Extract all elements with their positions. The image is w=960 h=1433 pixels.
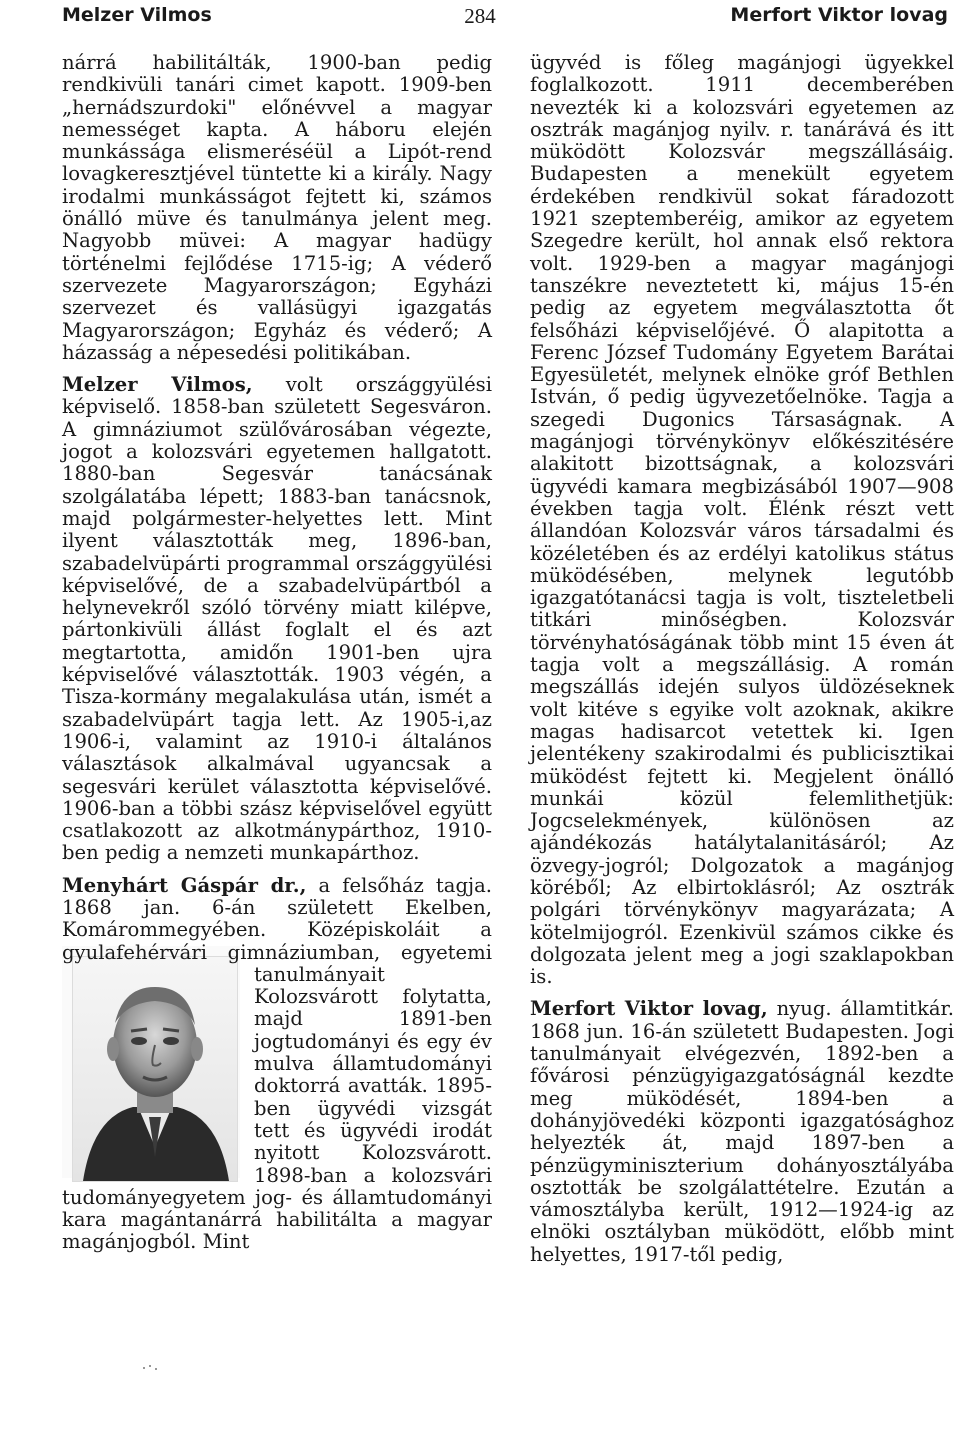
entry-text: volt országgyülési képviselő. 1858-ban született Segesváron. A gimnáziumot szülővárosában végezte, jogot a kolozsvári egyetemen hallgatott. 1880-ban Segesvár tanácsának szolgálatába lépett; 1883-ban tanácsnok, majd polgármester-helyettes lett. Mint ilyent választották meg, 1896-ban, szabadelvüpárti programmal országgyülési képviselővé, de a szabadelvüpártból a helynevekről szóló törvény miatt kilépve, pártonkivüli állást foglalt el és azt megtartotta, amidőn 1901-ben ujra képviselővé választották. 1903 végén, a Tisza-kormány megalakulása után, ismét a szabadelvüpárt tagja lett. Az 1905-i,az 1906-i, valamint az 1910-i általános választások alkalmával ugyancsak a segesvári kerület választotta képviselővé. 1906-ban a többi szász képviselővel együtt csatlakozott az alkotmánypárthoz, 1910-ben pedig a nemzeti munkapárthoz. xyxy=(62,373,492,865)
entry-text-a: a felsőház tagja. 1868 jan. 6-án született Ekelben, Komárommegyében. Középiskoláit a gyulafehérvári xyxy=(62,873,492,964)
entry-merfort xyxy=(530,998,954,1266)
entry-name: Melzer Vilmos, xyxy=(62,373,253,397)
paragraph-continuation: nárrá habilitálták, 1900-ban pedig rendkivüli tanári cimet kapott. 1909-ben „hernádszurdoki" előnévvel a magyar nemességet kapta. A háboru elején munkássága elismeréséül a Lipót-rend lovagkeresztjével tüntette ki a király. Nagy irodalmi munkásságot fejtett ki, számos önálló müve és tanulmánya jelent meg. Nagyobb müvei: A magyar hadügy történelmi fejlődése 1715-ig; A véderő szervezete Magyarországon; Egyházi szervezet és vallásügyi igazgatás Magyarországon; Egyház és véderő; A házasság a népesedési politikában. xyxy=(62,51,492,364)
page-number: 284 xyxy=(464,4,496,28)
paragraph-continuation-right: ügyvéd is főleg magánjogi ügyekkel foglalkozott. 1911 decemberében nevezték ki a kolozsvári egyetemen az osztrák magánjog nyilv. r. tanárává és itt müködött Kolozsvár megszállásáig. Budapesten a menekült egyetem érdekében rendkivül sokat fáradozott 1921 szeptemberéig, amikor az egyetem Szegedre került, hol annak első rektora volt. 1929-ben a magyar magánjogi tanszékre neveztetett ki, május 15-én pedig az egyetem megválasztotta őt felsőházi képviselőjévé. Ő alapitotta a Ferenc József Tudomány Egyetem Barátai Egyesületét, melynek elnöke gróf Bethlen István, ő pedig ügyvezetőelnöke. Tagja a szegedi Dugonics Társaságnak. A magánjogi törvénykönyv előkészitésére alakitott bizottságnak, a kolozsvári ügyvédi kamara megbizásából 1907—908 években tagja volt. Élénk részt vett állandóan Kolozsvár város társadalmi és közéletében és az erdélyi katolikus státus müködésében, melynek legutóbb igazgatótanácsi tagja is volt, tiszteletbeli titkári minőségben. Kolozsvár törvényhatóságának több mint 15 éven át tagja volt a megszállásig. A román megszállás idején sulyos üldözéseknek volt kitéve s egyike volt azoknak, akikre magas hadisarcot vetettek ki. Igen jelentékeny szakirodalmi és publicisztikai müködést fejtett ki. Megjelent önálló munkái közül felemlithetjük: Jogcselekmények, különösen az ajándékozás hatálytalanitásáról; Az özvegy-jogról; Dolgozatok a magánjog köréből; Az elbirtoklásról; Az osztrák polgári törvénykönyv magyarázata; A kötelmijogról. Ezenkivül számos cikke és dolgozata jelent meg a jogi szaklapokban is. xyxy=(530,51,954,989)
running-head-right: Merfort Viktor lovag xyxy=(730,4,948,26)
entry-name: Menyhárt Gáspár dr., xyxy=(62,873,307,897)
running-head-left: Melzer Vilmos xyxy=(62,4,212,26)
page-header xyxy=(0,0,960,36)
print-specks xyxy=(140,1362,170,1374)
portrait-figure xyxy=(62,946,240,1178)
entry-text: nyug. államtitkár. 1868 jun. 16-án született Budapesten. Jogi tanulmányait elvégezvén, 1892-ben a fővárosi pénzügyigazgatóságnál kezdte meg müködését, 1894-ben a dohányjövedéki központi igazgatósághoz helyezték át, majd 1897-ben a pénzügyminiszterium dohányosztályába osztották be szolgálattételre. Ezután a vámosztályba került, 1912—1924-ig az elnöki osztályban müködött, előbb mint helyettes, 1917-től pedig, xyxy=(530,997,954,1266)
entry-melzer xyxy=(62,374,492,865)
portrait-photo-icon xyxy=(72,956,238,1182)
left-column xyxy=(62,52,492,1254)
entry-text-b: gimnáziumban, egyetemi tanulmányait Kolozsvárott folytatta, majd 1891-ben jogtudományi és egy év mulva államtudományi doktorrá avatták. 1895-ben ügyvédi vizsgát tett és ügyvédi irodát nyitott Kolozsvárott. 1898-ban a kolozsvári tudományegyetem jog- és államtudományi kara magántanárrá habilitálta a magyar magánjogból. Mint xyxy=(62,940,492,1254)
entry-name: Merfort Viktor lovag, xyxy=(530,997,768,1021)
right-column xyxy=(530,52,954,1266)
entry-menyhart xyxy=(62,875,492,1254)
